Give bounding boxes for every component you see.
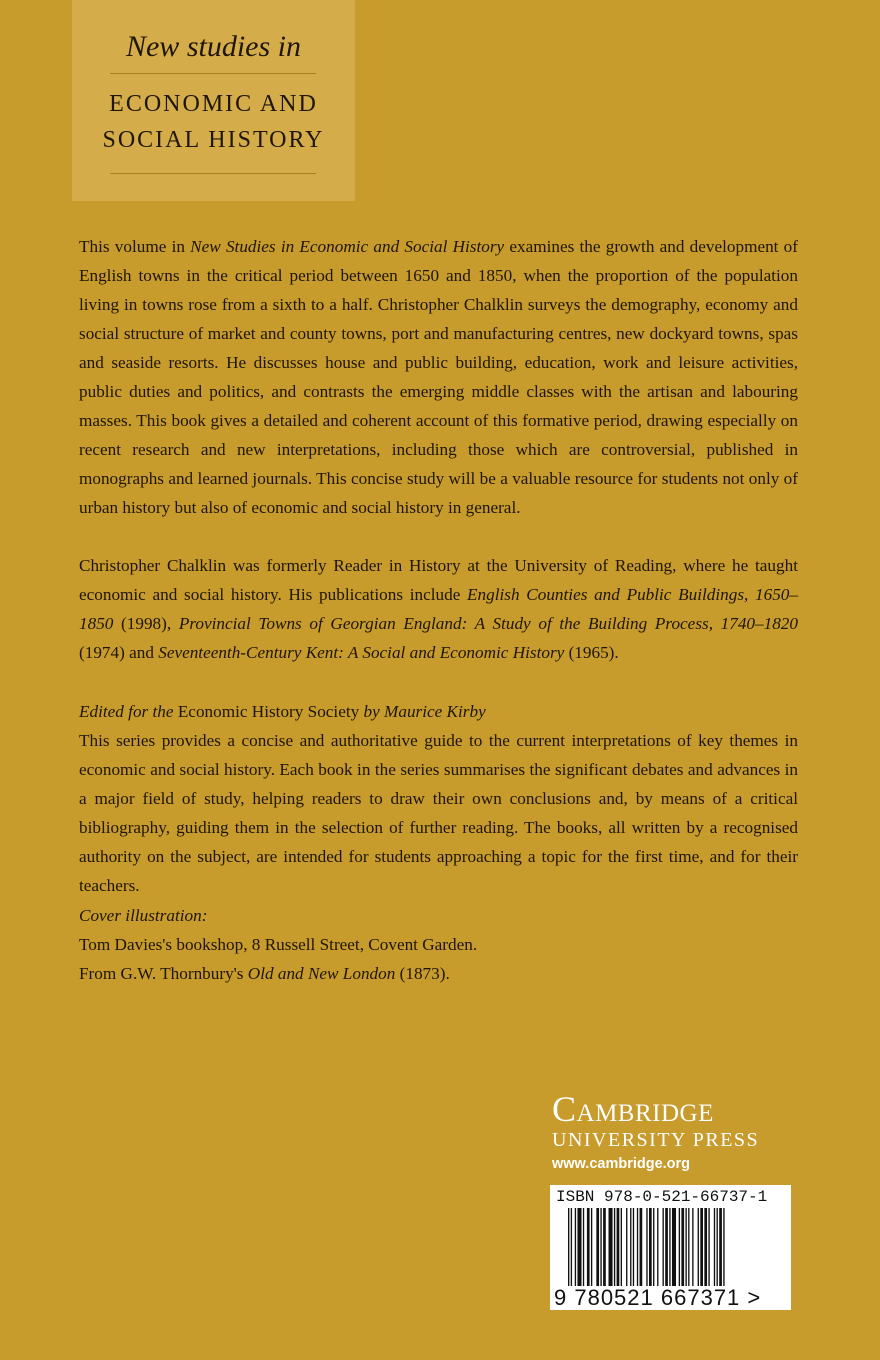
author-bio: [79, 551, 798, 667]
barcode-bar: [571, 1208, 572, 1286]
barcode-bar: [591, 1208, 592, 1286]
author-year-2: (1974) and: [79, 643, 159, 662]
barcode-bar: [688, 1208, 689, 1286]
barcode-bar: [603, 1208, 606, 1286]
author-book-2: Provincial Towns of Georgian England: A Study of the Building Process, 1740–1820: [178, 614, 798, 633]
barcode-bar: [663, 1208, 664, 1286]
barcode-bar: [672, 1208, 676, 1286]
series-pre-title: New studies in: [125, 30, 301, 63]
barcode-bar: [614, 1208, 615, 1286]
barcode-bar: [708, 1208, 709, 1286]
barcode-bar: [587, 1208, 590, 1286]
author-year-3: (1965).: [564, 643, 619, 662]
barcode-bar: [679, 1208, 680, 1286]
barcode-bar: [692, 1208, 693, 1286]
edited-for-label: Edited for the: [79, 702, 174, 721]
barcode-bar: [704, 1208, 707, 1286]
barcode-bar: [685, 1208, 686, 1286]
description-body: examines the growth and development of English towns in the critical period between 1650 and 1850, when the proportion of the population living in towns rose from a sixth to a half. Christopher Chalklin surveys the demography, economy and social structure of market and county towns, port and manufacturing centres, new dockyard towns, spas and seaside resorts. He discusses house and public building, education, work and leisure activities, public duties and politics, and contrasts the emerging middle classes with the artisan and labouring masses. This book gives a detailed and coherent account of this formative period, drawing especially on recent research and new interpretations, including those which are controversial, published in monographs and learned journals. This concise study will be a valuable resource for students not only of urban history but also of economic and social history in general.: [79, 237, 799, 517]
society-name: Economic History Society: [173, 702, 364, 721]
barcode-bar: [640, 1208, 643, 1286]
barcode-bar: [626, 1208, 627, 1286]
author-book-3: Seventeenth-Century Kent: A Social and Economic History: [158, 643, 565, 662]
barcode-bar: [723, 1208, 724, 1286]
cover-illustration-line2: [79, 959, 798, 988]
series-top-rule: [110, 73, 316, 74]
series-bottom-rule: [110, 173, 316, 174]
barcode-bar: [637, 1208, 638, 1286]
isbn-barcode: [550, 1185, 791, 1310]
barcode-bar: [665, 1208, 668, 1286]
series-editor-line: [79, 697, 798, 726]
barcode-bar: [633, 1208, 634, 1286]
barcode-bars: [568, 1208, 773, 1290]
publisher-subname: UNIVERSITY PRESS: [552, 1129, 760, 1151]
barcode-bar: [719, 1208, 722, 1286]
barcode-bar: [714, 1208, 715, 1286]
author-year-1: (1998),: [113, 614, 179, 633]
cover-source-title: Old and New London: [247, 964, 396, 983]
series-title-line1: ECONOMIC AND: [109, 91, 318, 117]
cover-illustration-credit: [79, 901, 798, 988]
series-description: This series provides a concise and authoritative guide to the current interpretations of key themes in economic and social history. Each book in the series summarises the significant debates and advances in a major field of study, helping readers to draw their own conclusions and, by means of a critical bibliography, guiding them in the selection of further reading. The books, all written by a recognised authority on the subject, are intended for students approaching a topic for the first time, and for their teachers.: [79, 731, 798, 895]
author-intro: Christopher Chalklin was formerly Reader in History at the University of Reading, where he taught economic and social history. His publications include: [79, 556, 798, 604]
cover-source-year: (1873).: [395, 964, 450, 983]
barcode-bar: [577, 1208, 581, 1286]
barcode-bar: [681, 1208, 684, 1286]
barcode-bar: [575, 1208, 576, 1286]
barcode-bar: [621, 1208, 622, 1286]
description-intro: This volume in: [79, 237, 191, 256]
author-book-1: English Counties and Public Buildings, 1650–1850: [79, 585, 798, 633]
barcode-bar: [568, 1208, 569, 1286]
barcode-bar: [646, 1208, 647, 1286]
publisher-name: Cambridge: [552, 1089, 714, 1129]
book-description: [79, 232, 798, 522]
description-series-title: New Studies in Economic and Social History: [190, 237, 505, 256]
publisher-logo: [552, 1090, 792, 1172]
barcode-bar: [698, 1208, 699, 1286]
barcode-bar: [609, 1208, 613, 1286]
series-title-line2: SOCIAL HISTORY: [102, 127, 325, 153]
barcode-bar: [669, 1208, 670, 1286]
editor-name: by Maurice Kirby: [363, 702, 486, 721]
author-paragraph: [79, 551, 798, 667]
barcode-bar: [596, 1208, 599, 1286]
cover-illustration-line1: Tom Davies's bookshop, 8 Russell Street, Covent Garden.: [79, 935, 478, 954]
cover-source-intro: From G.W. Thornbury's: [79, 964, 248, 983]
barcode-bar: [649, 1208, 652, 1286]
barcode-bar: [630, 1208, 631, 1286]
isbn-label: ISBN 978-0-521-66737-1: [556, 1188, 768, 1206]
series-title: [72, 86, 355, 158]
barcode-bar: [653, 1208, 654, 1286]
barcode-bar: [600, 1208, 601, 1286]
barcode-bar: [583, 1208, 584, 1286]
description-paragraph: [79, 232, 798, 522]
barcode-bar: [700, 1208, 703, 1286]
barcode-bar: [657, 1208, 658, 1286]
isbn-digits: 9 780521 667371 >: [554, 1285, 762, 1310]
series-box: [72, 0, 355, 201]
series-info: [79, 697, 798, 900]
barcode-bar: [717, 1208, 718, 1286]
publisher-url: www.cambridge.org: [552, 1156, 691, 1172]
cover-illustration-label: Cover illustration:: [79, 906, 208, 925]
barcode-bar: [617, 1208, 620, 1286]
